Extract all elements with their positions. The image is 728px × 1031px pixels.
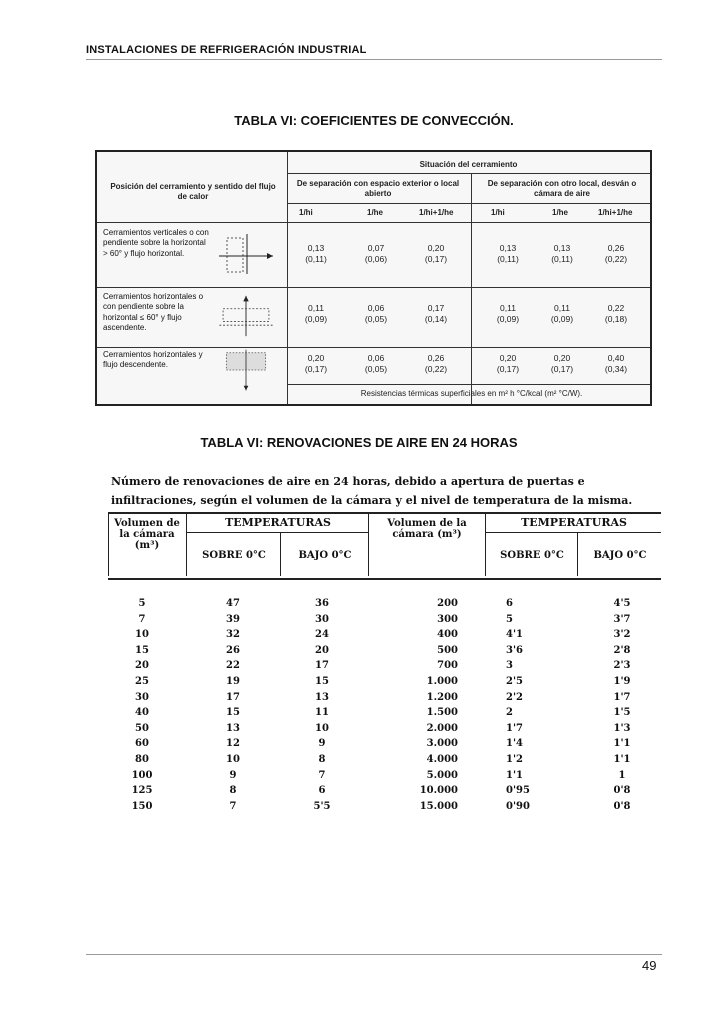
table-cell: 10 — [226, 753, 240, 765]
table-cell: 20 — [135, 660, 149, 672]
table-cell: 36 — [315, 598, 329, 609]
table-cell: 1'4 — [506, 738, 523, 750]
above-header-right: SOBRE 0°C — [500, 550, 564, 561]
table-cell: 10 — [315, 722, 329, 734]
table-cell: 10 — [135, 629, 149, 641]
coefficient-value: 0,11 — [308, 303, 324, 313]
table-cell: 20 — [315, 644, 329, 656]
table-cell: 8 — [229, 785, 237, 797]
table-cell: 1'5 — [613, 707, 631, 719]
coefficient-alt-value: (0,09) — [550, 314, 574, 324]
volume-header-left: Volumen de la cámara (m³) — [114, 518, 180, 551]
temp-header-left: TEMPERATURAS — [225, 516, 331, 529]
coefficient-alt-value: (0,05) — [364, 314, 388, 324]
coefficient-alt-value: (0,11) — [497, 254, 519, 264]
coefficient-value: 0,11 — [554, 303, 570, 313]
table-cell: 500 — [437, 644, 458, 656]
table-cell: 17 — [226, 691, 240, 703]
table-cell: 1'3 — [613, 722, 631, 734]
table2-title: TABLA VI: RENOVACIONES DE AIRE EN 24 HORAS — [200, 435, 518, 450]
table-cell: 1.500 — [426, 707, 458, 719]
coefficient-value: 0,20 — [553, 353, 571, 363]
table-cell: 40 — [135, 707, 149, 719]
running-header: INSTALACIONES DE REFRIGERACIÓN INDUSTRIAL — [86, 44, 367, 56]
table-cell: 7 — [318, 769, 326, 781]
horizontal-downward-diagram — [217, 348, 275, 392]
row-position-text: Cerramientos horizontales o con pendiente sobre la horizontal ≤ 60° y flujo ascendente. — [103, 292, 204, 332]
table-cell: 1'2 — [506, 753, 523, 765]
table-cell: 4.000 — [426, 753, 458, 765]
table-cell: 1'1 — [613, 738, 631, 750]
row-position-text: Cerramientos horizontales y flujo descendente. — [103, 350, 203, 370]
air-renewal-table — [108, 512, 665, 828]
footer-rule — [86, 954, 662, 955]
table-cell: 6 — [318, 785, 326, 797]
vertical-wall-diagram — [217, 232, 275, 276]
coefficient-value: 0,11 — [500, 303, 516, 313]
table-cell: 5 — [506, 613, 513, 625]
table-cell: 300 — [437, 613, 458, 625]
col-label: 1/he — [367, 208, 384, 217]
coefficient-alt-value: (0,17) — [496, 364, 520, 374]
below-header-left: BAJO 0°C — [298, 550, 352, 561]
col-label: 1/hi+1/he — [598, 208, 633, 217]
coefficient-alt-value: (0,34) — [604, 364, 628, 374]
coefficient-alt-value: (0,06) — [364, 254, 388, 264]
table-cell: 2'3 — [613, 660, 631, 672]
table-cell: 1'9 — [613, 675, 631, 687]
table-cell: 25 — [135, 675, 149, 687]
table-cell: 13 — [226, 722, 240, 734]
coefficient-value: 0,06 — [367, 303, 385, 313]
left-volume-column — [122, 596, 162, 814]
group1-header: De separación con espacio exterior o local abierto — [296, 179, 460, 198]
col-label: 1/hi — [299, 208, 313, 217]
table-cell: 3.000 — [426, 738, 458, 750]
group2-header: De separación con otro local, desván o cámara de aire — [487, 179, 637, 198]
table-cell: 24 — [315, 629, 329, 641]
coefficient-value: 0,26 — [427, 353, 445, 363]
col-label: 1/hi+1/he — [419, 208, 454, 217]
table-cell: 22 — [226, 660, 240, 672]
table-cell: 3 — [506, 660, 513, 672]
table-cell: 1'1 — [613, 753, 631, 765]
coefficient-value: 0,07 — [367, 243, 385, 253]
table-cell: 15 — [315, 675, 329, 687]
above-header-left: SOBRE 0°C — [202, 550, 266, 561]
table-cell: 11 — [315, 707, 329, 719]
table-cell: 5.000 — [426, 769, 458, 781]
coefficient-alt-value: (0,17) — [304, 364, 328, 374]
coefficient-value: 0,40 — [607, 353, 625, 363]
table-cell: 30 — [135, 691, 149, 703]
table-cell: 0'90 — [506, 800, 530, 812]
coefficient-alt-value: (0,22) — [424, 364, 448, 374]
table-cell: 15 — [135, 644, 149, 656]
table-cell: 8 — [318, 753, 326, 765]
table-cell: 1'7 — [613, 691, 631, 703]
table-cell: 2'2 — [506, 691, 523, 703]
table-cell: 2'5 — [506, 675, 523, 687]
table-cell: 60 — [135, 738, 149, 750]
position-header: Posición del cerramiento y sentido del flujo de calor — [110, 182, 276, 201]
table-cell: 1.200 — [426, 691, 458, 703]
footer-note: Resistencias térmicas superficiales en m² h °C/kcal (m² °C/W). — [360, 389, 583, 398]
left-below-column — [302, 596, 342, 814]
header-rule — [86, 59, 662, 60]
coefficient-value: 0,20 — [307, 353, 325, 363]
table-cell: 2.000 — [426, 722, 458, 734]
page-number: 49 — [642, 958, 657, 973]
coefficient-alt-value: (0,09) — [304, 314, 328, 324]
table-cell: 2 — [506, 707, 513, 719]
coefficient-alt-value: (0,17) — [550, 364, 574, 374]
coefficient-alt-value: (0,11) — [551, 254, 573, 264]
table-cell: 1'1 — [506, 769, 523, 781]
table-cell: 9 — [229, 769, 237, 781]
table-cell: 15.000 — [419, 800, 458, 812]
left-above-column — [213, 596, 253, 814]
below-header-right: BAJO 0°C — [593, 550, 647, 561]
table-cell: 4'5 — [613, 598, 631, 609]
table1-title: TABLA VI: COEFICIENTES DE CONVECCIÓN. — [234, 113, 514, 128]
coefficient-alt-value: (0,17) — [424, 254, 448, 264]
table-cell: 0'8 — [613, 785, 631, 797]
table-cell: 200 — [437, 598, 458, 609]
table-cell: 3'2 — [613, 629, 631, 641]
coefficient-value: 0,13 — [553, 243, 571, 253]
table-cell: 3'7 — [613, 613, 631, 625]
table-cell: 2'8 — [613, 644, 631, 656]
coefficient-value: 0,20 — [499, 353, 517, 363]
table-cell: 1'7 — [506, 722, 523, 734]
coefficient-value: 0,06 — [367, 353, 385, 363]
coefficient-alt-value: (0,09) — [496, 314, 520, 324]
col-label: 1/hi — [491, 208, 505, 217]
table-cell: 5'5 — [313, 800, 331, 812]
table-cell: 32 — [226, 629, 240, 641]
temp-header-right: TEMPERATURAS — [521, 516, 627, 529]
situation-header: Situación del cerramiento — [419, 160, 518, 169]
table-cell: 17 — [315, 660, 329, 672]
right-volume-column — [398, 596, 458, 814]
table-cell: 10.000 — [419, 785, 458, 797]
table-cell: 7 — [138, 613, 146, 625]
table-cell: 39 — [226, 613, 240, 625]
table-cell: 15 — [226, 707, 240, 719]
right-above-column — [506, 596, 556, 814]
coefficient-alt-value: (0,11) — [305, 254, 327, 264]
coefficient-alt-value: (0,22) — [604, 254, 628, 264]
coefficient-value: 0,13 — [307, 243, 325, 253]
table-cell: 125 — [131, 785, 153, 797]
table-cell: 1 — [618, 769, 626, 781]
table-cell: 80 — [135, 753, 149, 765]
table-cell: 9 — [318, 738, 326, 750]
table-cell: 50 — [135, 722, 149, 734]
table-cell: 5 — [138, 598, 146, 609]
table-cell: 400 — [437, 629, 458, 641]
coefficient-value: 0,22 — [607, 303, 625, 313]
table-cell: 1.000 — [426, 675, 458, 687]
coefficient-value: 0,26 — [607, 243, 625, 253]
table-cell: 4'1 — [506, 629, 523, 641]
table2-caption: Número de renovaciones de aire en 24 horas, debido a apertura de puertas e infiltraciones, según el volumen de la cámara y el nivel de temperatura de la misma. — [111, 475, 633, 507]
table-cell: 100 — [131, 769, 153, 781]
row-position-text: Cerramientos verticales o con pendiente sobre la horizontal > 60° y flujo horizontal. — [103, 228, 209, 258]
table-cell: 7 — [229, 800, 237, 812]
table-cell: 6 — [506, 598, 513, 609]
coefficient-value: 0,17 — [427, 303, 445, 313]
table-cell: 0'8 — [613, 800, 631, 812]
right-below-column — [602, 596, 642, 814]
table-cell: 19 — [226, 675, 240, 687]
convection-table — [95, 150, 652, 406]
table-cell: 0'95 — [506, 785, 530, 797]
volume-header-right: Volumen de la cámara (m³) — [387, 518, 467, 540]
coefficient-alt-value: (0,05) — [364, 364, 388, 374]
table-cell: 700 — [437, 660, 458, 672]
table-cell: 12 — [226, 738, 240, 750]
col-label: 1/he — [552, 208, 569, 217]
table-cell: 13 — [315, 691, 329, 703]
coefficient-value: 0,20 — [427, 243, 445, 253]
coefficient-alt-value: (0,18) — [604, 314, 628, 324]
table-cell: 26 — [226, 644, 240, 656]
coefficient-alt-value: (0,14) — [424, 314, 448, 324]
horizontal-upward-diagram — [217, 294, 275, 338]
table-cell: 47 — [226, 598, 240, 609]
table-cell: 3'6 — [506, 644, 523, 656]
coefficient-value: 0,13 — [499, 243, 517, 253]
table-cell: 30 — [315, 613, 329, 625]
table-cell: 150 — [131, 800, 153, 812]
